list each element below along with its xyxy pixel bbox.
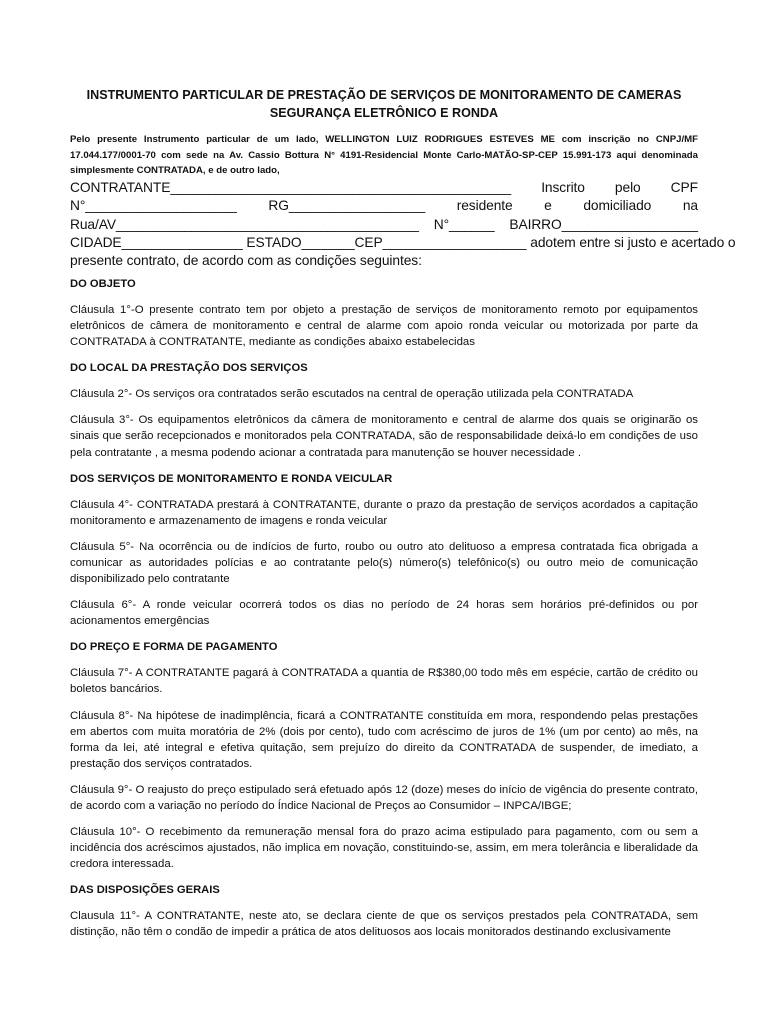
street-number-field: N°______ [433,216,495,232]
section-heading: DO LOCAL DA PRESTAÇÃO DOS SERVIÇOS [70,362,308,375]
title-line-1: INSTRUMENTO PARTICULAR DE PRESTAÇÃO DE SERVIÇOS DE MONITORAMENTO DE CAMERAS [86,88,682,102]
section-heading: DO OBJETO [70,278,136,290]
clause: Cláusula 5°- Na ocorrência ou de indícios de furto, roubo ou outro ato delituoso a empresa contratada fica obrigada a comunicar as autoridades polícias e ao contratante pelo(s) número(s) telefônico(s) ou outro meio de comunicação disponibilizado pelo contratante [70,540,698,586]
number-field: N°____________________ [70,198,237,214]
party-text: residente [456,198,513,214]
party-text: domiciliado [583,198,652,214]
document-title [70,86,698,122]
clause: Cláusula 2°- Os serviços ora contratados serão escutados na central de operação utilizada pela CONTRATADA [70,388,634,401]
party-line-1 [70,179,698,197]
title-line-2: SEGURANÇA ELETRÔNICO E RONDA [269,106,499,120]
clause: Cláusula 6°- A ronde veicular ocorrerá todos os dias no período de 24 horas sem horários pré-definidos ou por acionamentos emergências [70,599,698,628]
party-text: pelo [614,180,641,195]
clause: Cláusula 9°- O reajusto do preço estipulado será efetuado após 12 (doze) meses do início de vigência do presente contrato, de acordo com a variação no período do Índice Nacional de Preços ao Consumidor – INPCA/IBGE; [70,783,698,812]
clause: Cláusula 10°- O recebimento da remuneração mensal fora do prazo acima estipulado para pagamento, com ou sem a incidência dos acréscimos ajustados, não implica em novação, constituindo-se, assim, em mera tolerância e liberalidade da credora interessada. [70,826,698,871]
section-heading: DO PREÇO E FORMA DE PAGAMENTO [70,641,278,654]
section-heading: DAS DISPOSIÇÕES GERAIS [70,884,220,897]
contratante-field: CONTRATANTE_____________________________________________ [70,180,512,195]
party-line-4: CIDADE________________ ESTADO_______CEP___________________ adotem entre si justo e acertado o [70,234,736,250]
party-text: CPF [670,180,698,195]
bairro-field: BAIRRO__________________ [509,216,698,232]
clause: Cláusula 8°- Na hipótese de inadimplência, ficará a CONTRATANTE constituída em mora, respondendo pelas prestações em abertos com muita moratória de 2% (dois por cento), tudo com acréscimo de juros de 1% (um por cento) ao mês, na forma da lei, até integral e efetiva quitação, sem prejuízo do direito da CONTRATADA de suspender, de imediato, a prestação dos serviços contratados. [70,709,698,770]
clause: Cláusula 4°- CONTRATADA prestará à CONTRATANTE, durante o prazo da prestação de serviços acordados a capitação monitoramento e armazenamento de imagens e ronda veicular [70,498,698,527]
clause: Cláusula 1°-O presente contrato tem por objeto a prestação de serviços de monitoramento remoto por equipamentos eletrônicos de câmera de monitoramento e central de alarme com apoio ronda veicular ou motorizada por parte da CONTRATADA à CONTRATANTE, mediante as condições abaixo estabelecidas [70,304,698,349]
party-line-2 [70,197,698,215]
clause: Cláusula 3°- Os equipamentos eletrônicos da câmera de monitoramento e central de alarme dos quais se originarão os sinais que serão recepcionados e monitorados pela CONTRATADA, são de responsabilidade deixá-lo em condições de uso pela contratante , a mesma podendo acionar a contratada para manutenção se houver necessidade . [70,414,698,459]
clause: Clausula 11°- A CONTRATANTE, neste ato, se declara ciente de que os serviços prestados pela CONTRATADA, sem distinção, não têm o condão de impedir a prática de atos delituosos aos locais monitorados destinando exclusivamente [70,910,698,939]
intro-paragraph: Pelo presente Instrumento particular de um lado, WELLINGTON LUIZ RODRIGUES ESTEVES ME com inscrição no CNPJ/MF 17.044.177/0001-70 com sede na Av. Cassio Bottura N° 4191-Residencial Monte Carlo-MATÃO-SP-CEP 15.991-173 aqui denominada simplesmente CONTRATADA, e de outro lado, [70,134,698,176]
section-heading: DOS SERVIÇOS DE MONITORAMENTO E RONDA VEICULAR [70,472,393,485]
rg-field: RG__________________ [268,198,426,214]
clause: Cláusula 7°- A CONTRATANTE pagará à CONTRATADA a quantia de R$380,00 todo mês em espécie, cartão de crédito ou boletos bancários. [70,667,698,696]
party-text: e [544,198,552,214]
street-field: Rua/AV________________________________________ [70,216,419,232]
contract-body [70,276,698,951]
party-text: na [682,198,698,214]
contracting-party-form [70,179,736,270]
party-line-5: presente contrato, de acordo com as condições seguintes: [70,253,422,269]
party-text: Inscrito [541,180,585,195]
party-line-3 [70,216,698,234]
